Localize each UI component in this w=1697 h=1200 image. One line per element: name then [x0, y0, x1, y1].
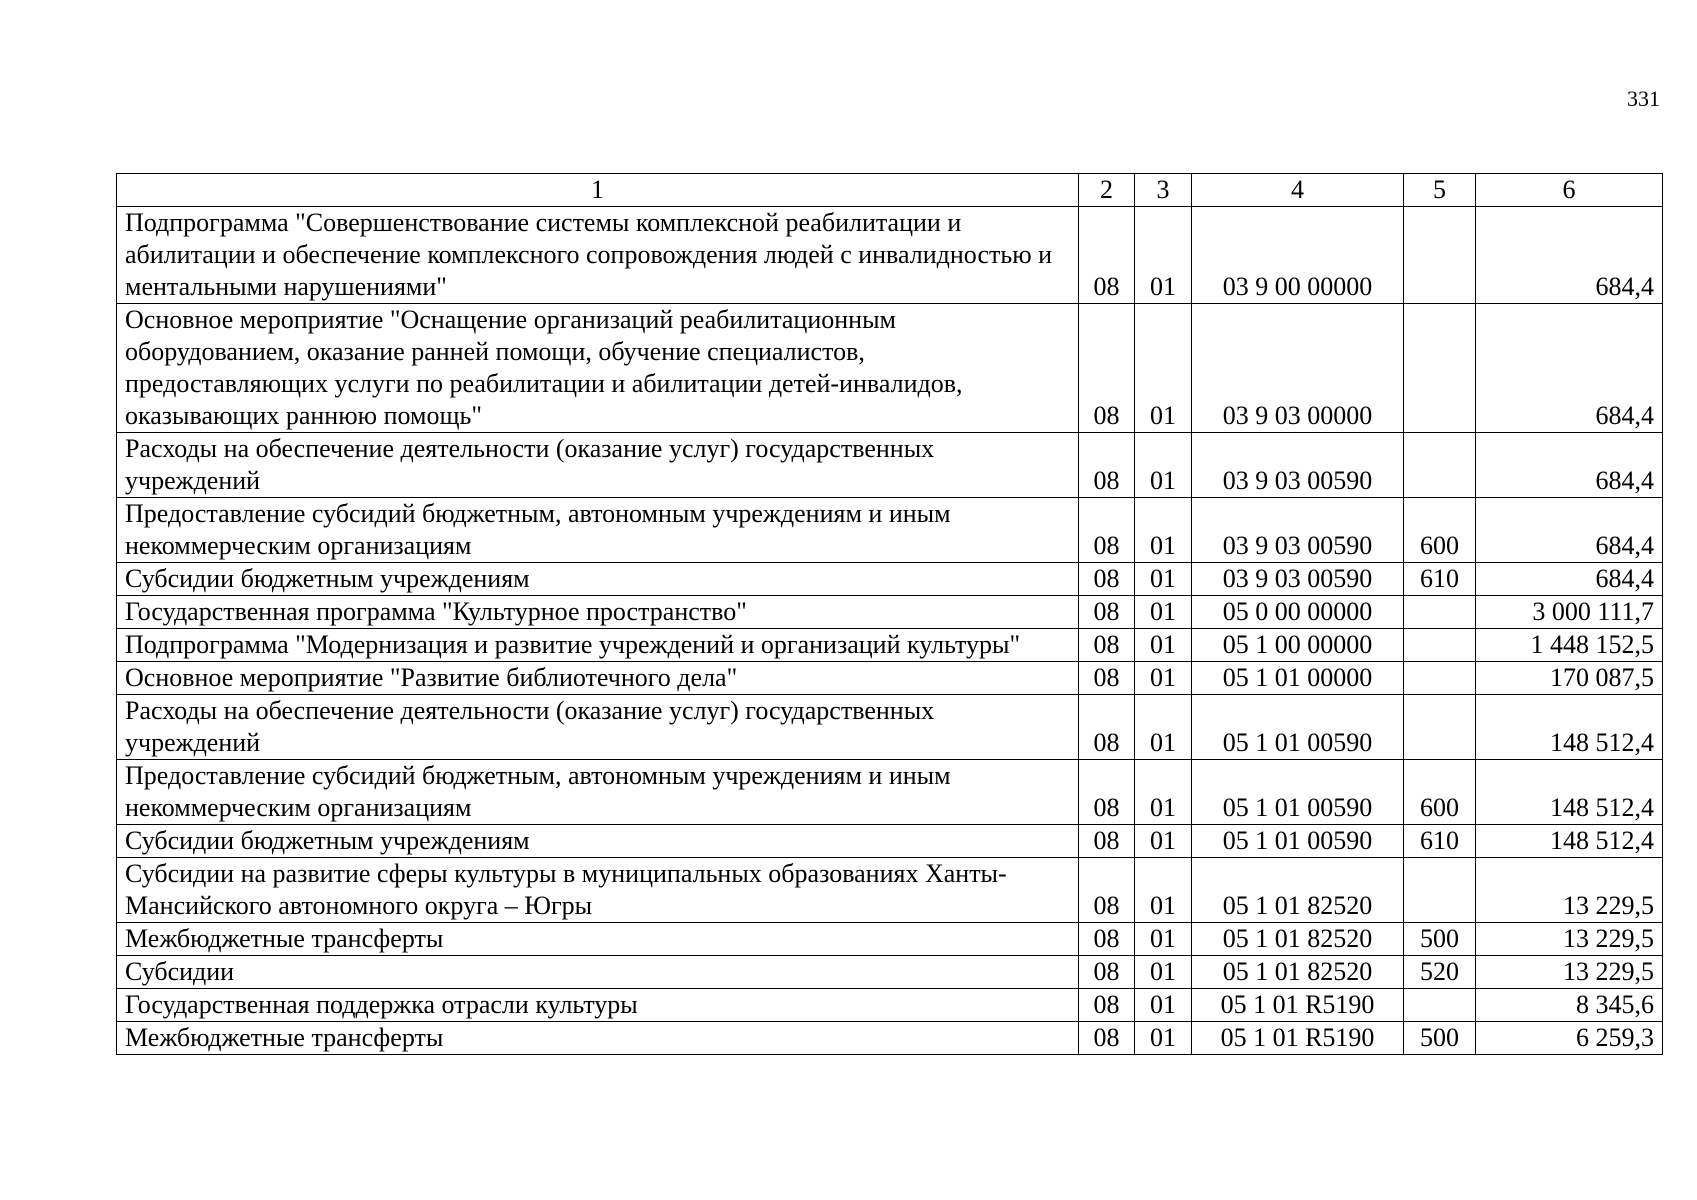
cell-subsection: 01: [1135, 563, 1192, 596]
cell-subsection: 01: [1135, 596, 1192, 629]
cell-type: 520: [1404, 956, 1476, 989]
cell-name: Субсидии: [117, 956, 1079, 989]
cell-amount: 148 512,4: [1476, 760, 1663, 825]
header-col-amount: 6: [1476, 174, 1663, 207]
cell-name: Предоставление субсидий бюджетным, автономным учреждениям и иным некоммерческим организациям: [117, 498, 1079, 563]
table-row: [117, 858, 1663, 923]
cell-section: 08: [1079, 662, 1135, 695]
cell-amount: 1 448 152,5: [1476, 629, 1663, 662]
cell-section: 08: [1079, 956, 1135, 989]
cell-section: 08: [1079, 1022, 1135, 1055]
budget-table: [116, 173, 1663, 1055]
page-number: 331: [1627, 86, 1660, 111]
cell-section: 08: [1079, 596, 1135, 629]
cell-name: Субсидии бюджетным учреждениям: [117, 563, 1079, 596]
table-row: [117, 433, 1663, 498]
cell-name: Субсидии бюджетным учреждениям: [117, 825, 1079, 858]
cell-amount: 8 345,6: [1476, 989, 1663, 1022]
cell-section: 08: [1079, 629, 1135, 662]
cell-name: Подпрограмма "Модернизация и развитие учреждений и организаций культуры": [117, 629, 1079, 662]
cell-type: [1404, 596, 1476, 629]
cell-section: 08: [1079, 989, 1135, 1022]
cell-type: [1404, 304, 1476, 433]
cell-subsection: 01: [1135, 662, 1192, 695]
cell-code: 03 9 03 00590: [1192, 563, 1404, 596]
cell-subsection: 01: [1135, 923, 1192, 956]
cell-name: Государственная программа "Культурное пространство": [117, 596, 1079, 629]
cell-amount: 6 259,3: [1476, 1022, 1663, 1055]
cell-section: 08: [1079, 760, 1135, 825]
table-row: [117, 304, 1663, 433]
header-col-name: 1: [117, 174, 1079, 207]
cell-code: 05 1 01 82520: [1192, 923, 1404, 956]
cell-code: 05 0 00 00000: [1192, 596, 1404, 629]
cell-name: Основное мероприятие "Оснащение организаций реабилитационным оборудованием, оказание ранней помощи, обучение специалистов, предоставляющих услуги по реабилитации и абилитации детей-инвалидов, оказывающих раннюю помощь": [117, 304, 1079, 433]
cell-code: 05 1 01 00000: [1192, 662, 1404, 695]
cell-subsection: 01: [1135, 825, 1192, 858]
cell-section: 08: [1079, 433, 1135, 498]
cell-amount: 13 229,5: [1476, 956, 1663, 989]
cell-section: 08: [1079, 563, 1135, 596]
cell-code: 05 1 01 R5190: [1192, 1022, 1404, 1055]
cell-amount: 684,4: [1476, 498, 1663, 563]
cell-amount: 684,4: [1476, 304, 1663, 433]
cell-section: 08: [1079, 304, 1135, 433]
cell-type: 600: [1404, 760, 1476, 825]
cell-subsection: 01: [1135, 760, 1192, 825]
cell-subsection: 01: [1135, 956, 1192, 989]
cell-name: Предоставление субсидий бюджетным, автономным учреждениям и иным некоммерческим организациям: [117, 760, 1079, 825]
cell-name: Межбюджетные трансферты: [117, 923, 1079, 956]
cell-subsection: 01: [1135, 989, 1192, 1022]
cell-section: 08: [1079, 923, 1135, 956]
cell-subsection: 01: [1135, 1022, 1192, 1055]
cell-subsection: 01: [1135, 207, 1192, 304]
cell-amount: 148 512,4: [1476, 695, 1663, 760]
table-row: [117, 695, 1663, 760]
cell-section: 08: [1079, 498, 1135, 563]
table-body: [117, 207, 1663, 1055]
cell-code: 03 9 00 00000: [1192, 207, 1404, 304]
table-row: [117, 596, 1663, 629]
cell-type: 500: [1404, 923, 1476, 956]
cell-name: Основное мероприятие "Развитие библиотечного дела": [117, 662, 1079, 695]
cell-code: 05 1 01 00590: [1192, 760, 1404, 825]
table-row: [117, 1022, 1663, 1055]
cell-code: 03 9 03 00590: [1192, 498, 1404, 563]
cell-name: Межбюджетные трансферты: [117, 1022, 1079, 1055]
cell-code: 05 1 01 R5190: [1192, 989, 1404, 1022]
header-col-type: 5: [1404, 174, 1476, 207]
cell-amount: 684,4: [1476, 207, 1663, 304]
table-row: [117, 629, 1663, 662]
cell-type: 500: [1404, 1022, 1476, 1055]
table-row: [117, 825, 1663, 858]
cell-section: 08: [1079, 695, 1135, 760]
cell-code: 03 9 03 00590: [1192, 433, 1404, 498]
table-row: [117, 662, 1663, 695]
cell-type: 600: [1404, 498, 1476, 563]
cell-amount: 170 087,5: [1476, 662, 1663, 695]
cell-amount: 3 000 111,7: [1476, 596, 1663, 629]
cell-type: [1404, 695, 1476, 760]
header-col-subsection: 3: [1135, 174, 1192, 207]
cell-name: Государственная поддержка отрасли культуры: [117, 989, 1079, 1022]
header-col-section: 2: [1079, 174, 1135, 207]
cell-code: 03 9 03 00000: [1192, 304, 1404, 433]
cell-name: Подпрограмма "Совершенствование системы комплексной реабилитации и абилитации и обеспечение комплексного сопровождения людей с инвалидностью и ментальными нарушениями": [117, 207, 1079, 304]
cell-type: [1404, 207, 1476, 304]
table-row: [117, 989, 1663, 1022]
cell-subsection: 01: [1135, 433, 1192, 498]
cell-name: Расходы на обеспечение деятельности (оказание услуг) государственных учреждений: [117, 433, 1079, 498]
table-row: [117, 563, 1663, 596]
cell-name: Субсидии на развитие сферы культуры в муниципальных образованиях Ханты-Мансийского автономного округа – Югры: [117, 858, 1079, 923]
header-col-code: 4: [1192, 174, 1404, 207]
cell-code: 05 1 00 00000: [1192, 629, 1404, 662]
table-row: [117, 207, 1663, 304]
cell-section: 08: [1079, 825, 1135, 858]
cell-code: 05 1 01 82520: [1192, 956, 1404, 989]
cell-section: 08: [1079, 207, 1135, 304]
table-header: [117, 174, 1663, 207]
cell-type: [1404, 989, 1476, 1022]
cell-code: 05 1 01 00590: [1192, 695, 1404, 760]
cell-subsection: 01: [1135, 858, 1192, 923]
cell-subsection: 01: [1135, 629, 1192, 662]
cell-type: [1404, 629, 1476, 662]
cell-amount: 13 229,5: [1476, 923, 1663, 956]
cell-code: 05 1 01 00590: [1192, 825, 1404, 858]
table-row: [117, 760, 1663, 825]
table-row: [117, 923, 1663, 956]
cell-amount: 148 512,4: [1476, 825, 1663, 858]
cell-type: 610: [1404, 825, 1476, 858]
header-row: [117, 174, 1663, 207]
cell-subsection: 01: [1135, 695, 1192, 760]
cell-type: [1404, 433, 1476, 498]
cell-subsection: 01: [1135, 304, 1192, 433]
cell-amount: 684,4: [1476, 563, 1663, 596]
cell-type: [1404, 858, 1476, 923]
cell-amount: 684,4: [1476, 433, 1663, 498]
table-row: [117, 498, 1663, 563]
cell-type: [1404, 662, 1476, 695]
cell-amount: 13 229,5: [1476, 858, 1663, 923]
cell-section: 08: [1079, 858, 1135, 923]
table-row: [117, 956, 1663, 989]
cell-subsection: 01: [1135, 498, 1192, 563]
cell-name: Расходы на обеспечение деятельности (оказание услуг) государственных учреждений: [117, 695, 1079, 760]
cell-type: 610: [1404, 563, 1476, 596]
cell-code: 05 1 01 82520: [1192, 858, 1404, 923]
